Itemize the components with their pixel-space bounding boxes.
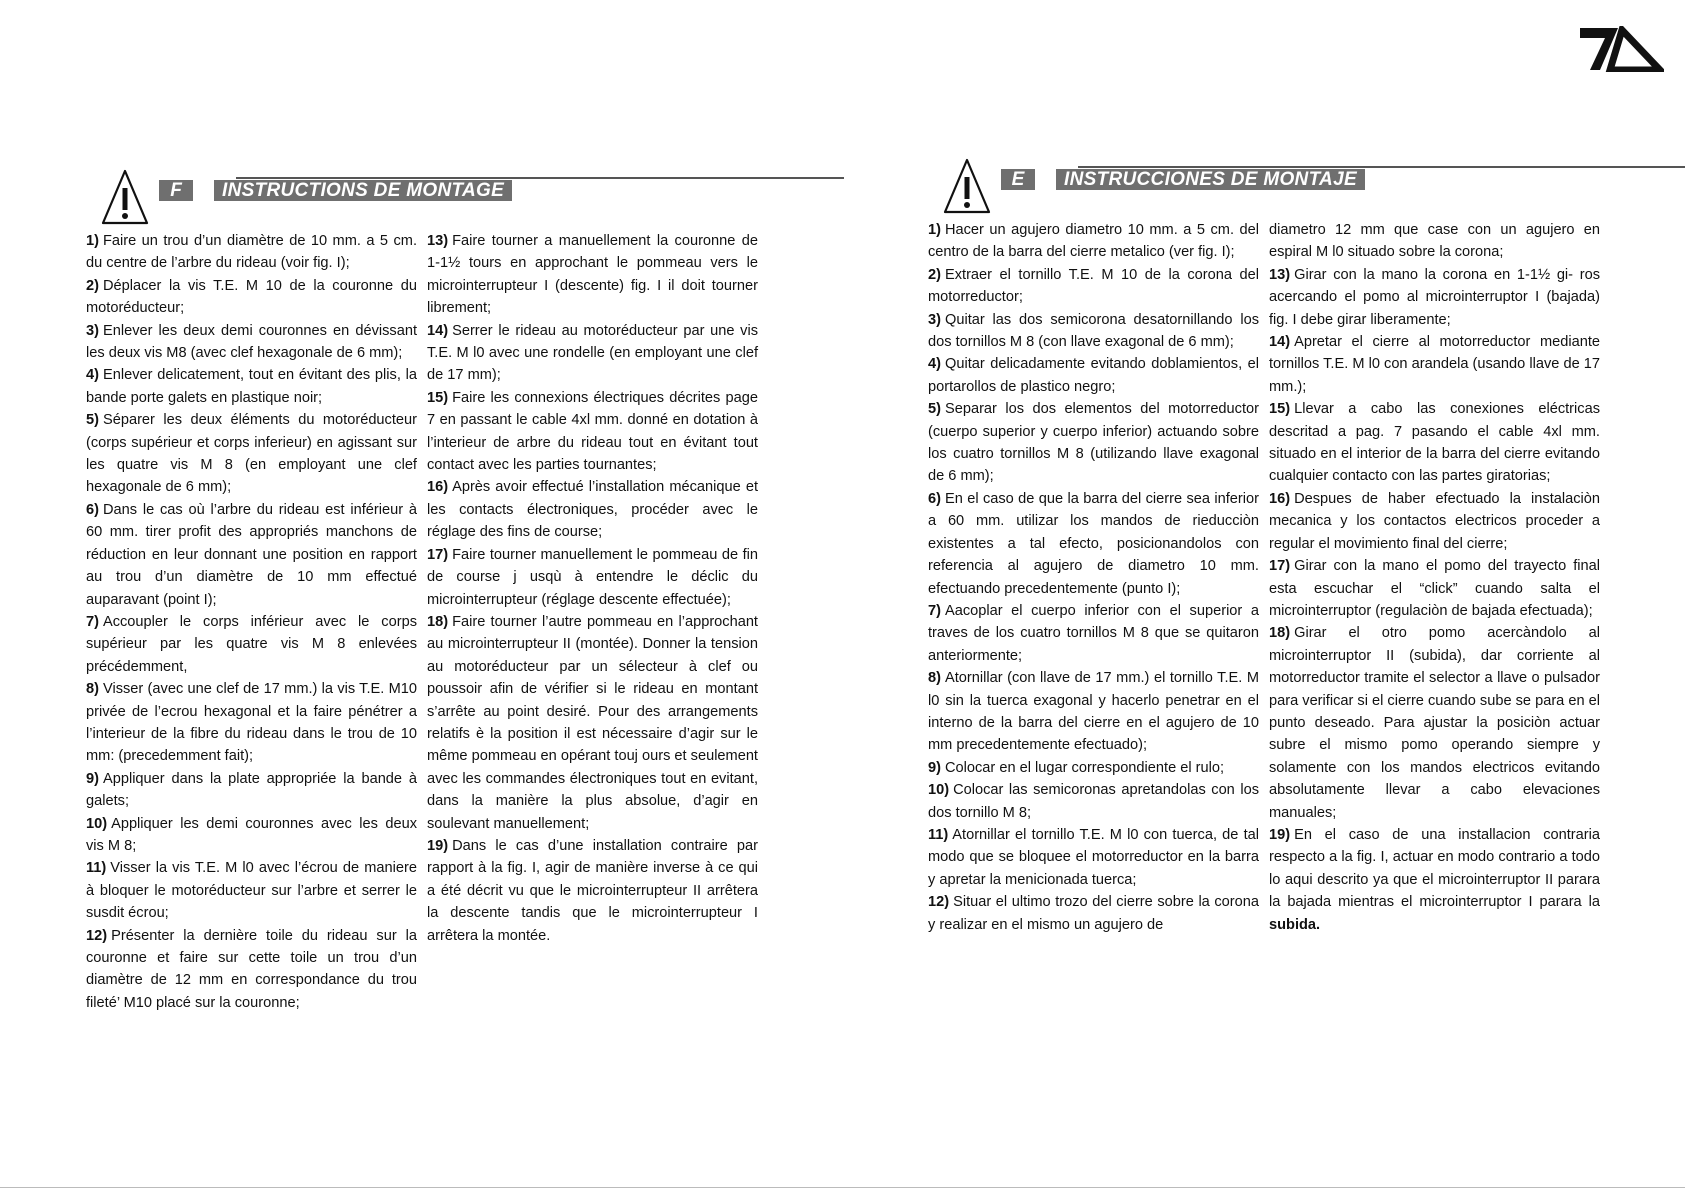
- step-number: 9): [86, 770, 99, 787]
- french-section: [86, 168, 758, 1014]
- step-text: Girar con la mano la corona en 1-1½ gi- ros acercando el pomo al microinterruptor I (bajada) fig. I debe girar liberamente;: [1269, 266, 1600, 328]
- instruction-step: [427, 476, 758, 543]
- instruction-step: [86, 230, 417, 275]
- step-text: Enlever delicatement, tout en évitant des plis, la bande porte galets en plastique noir;: [86, 367, 417, 406]
- step-text: Enlever les deux demi couronnes en dévissant les deux vis M8 (avec clef hexagonale de 6 mm);: [86, 322, 417, 362]
- step-text: Llevar a cabo las conexiones eléctricas descritad a pag. 7 pasando el cable 4xl mm. situado en el interior de la barra del cierre evitando cualquier contacto con las partes giratorias;: [1269, 401, 1600, 485]
- step-number: 12): [86, 927, 108, 944]
- instruction-step: [928, 488, 1259, 600]
- step-text: Faire tourner manuellement le pommeau de fin de course j usqù à entendre le déclic du microinterrupteur (réglage descente effectuée);: [427, 546, 758, 608]
- french-header: [86, 168, 758, 226]
- instruction-step: [928, 219, 1259, 264]
- instruction-step: [86, 364, 417, 409]
- instruction-step: [86, 768, 417, 813]
- step-text: Dans le cas d’une installation contraire par rapport à la fig. I, agir de manière inverse à ce qui a été décrit vu que le microinterrupteur II arrêtera la descente tandis que le microinterrupteur I arrêtera la montée.: [427, 837, 758, 944]
- step-number: 17): [1269, 558, 1291, 575]
- instruction-step: [928, 309, 1259, 354]
- step-text: Faire les connexions électriques décrites page 7 en passant le cable 4xl mm. donné en dotation à l’interieur de arbre du rideau tout en évitant tout contact avec les parties tournantes;: [427, 389, 758, 474]
- step-number: 11): [928, 826, 949, 843]
- step-text: Faire un trou d’un diamètre de 10 mm. a 5 cm. du centre de l’arbre du rideau (voir fig. I);: [86, 233, 417, 272]
- step-number: 14): [427, 322, 449, 339]
- instruction-step: [928, 353, 1259, 398]
- step-text: Situar el ultimo trozo del cierre sobre la corona y realizar en el mismo un agujero de: [928, 894, 1259, 933]
- step-number: 3): [928, 311, 941, 328]
- step-text: Déplacer la vis T.E. M 10 de la couronne du motoréducteur;: [86, 277, 417, 317]
- language-letter: E: [1001, 169, 1035, 190]
- step-number: 4): [928, 356, 941, 373]
- step-number: 14): [1269, 334, 1291, 351]
- step-number: 8): [86, 681, 99, 698]
- step-number: 2): [928, 266, 941, 283]
- instruction-step: [427, 544, 758, 611]
- instruction-step: [928, 757, 1259, 779]
- instruction-step: [86, 813, 417, 858]
- spanish-column-1: [928, 219, 1259, 936]
- step-text: Separar los dos elementos del motorreductor (cuerpo superior y cuerpo inferior) actuando sobre los cuatro tornillos M 8 (utilizando llave exagonal de 6 mm);: [928, 401, 1259, 485]
- step-number: 5): [928, 401, 941, 418]
- step-text: Quitar delicadamente evitando doblamientos, el portarollos de plastico negro;: [928, 356, 1259, 395]
- spanish-column-2: [1269, 219, 1600, 936]
- step-number: 17): [427, 546, 449, 563]
- instruction-step: [928, 667, 1259, 757]
- step-text: Despues de haber efectuado la instalaciòn mecanica y los contactos electricos proceder a regular el movimiento final del cierre;: [1269, 490, 1600, 552]
- instruction-step: [86, 409, 417, 499]
- instruction-step: [928, 398, 1259, 488]
- page-bottom-rule: [0, 1187, 1685, 1188]
- step-text: Appliquer les demi couronnes avec les deux vis M 8;: [86, 815, 417, 854]
- brand-logo-icon: [1578, 26, 1664, 72]
- instruction-step: [86, 320, 417, 365]
- step-number: 16): [427, 479, 449, 496]
- instruction-step: [86, 611, 417, 678]
- header-rule: [236, 177, 844, 179]
- step-text: Aacoplar el cuerpo inferior con el superior a traves de los cuatro tornillos M 8 que se quitaron anteriormente;: [928, 602, 1259, 664]
- step-text: Dans le cas où l’arbre du rideau est inférieur à 60 mm. tirer profit des appropriés manchons de réduction en leur donnant une position en rapport au trou d’un diamètre de 10 mm effectué auparavant (point I);: [86, 501, 417, 608]
- continued-text: diametro 12 mm que case con un agujero en espiral M l0 situado sobre la corona;: [1269, 222, 1600, 261]
- step-number: 4): [86, 367, 99, 384]
- step-number: 13): [1269, 266, 1291, 283]
- instruction-step: [86, 678, 417, 768]
- step-number: 18): [427, 613, 449, 630]
- french-column-1: [86, 230, 417, 1014]
- step-text: Serrer le rideau au motoréducteur par une vis T.E. M l0 avec une rondelle (en employant une clef de 17 mm);: [427, 322, 758, 384]
- instruction-step: [1269, 398, 1600, 488]
- step-text: En el caso de que la barra del cierre sea inferior a 60 mm. utilizar los mandos de rieducciòn existentes a tal efecto, posicionandolos con referencia al agujero de diametro 10 mm. efectuando precedentemente (punto I);: [928, 490, 1259, 597]
- step-number: 7): [86, 613, 99, 630]
- step-text: Colocar las semicoronas apretandolas con los dos tornillo M 8;: [928, 782, 1259, 821]
- step-text: Visser la vis T.E. M l0 avec l’écrou de maniere à bloquer le motoréducteur sur l’arbre et serrer le susdit écrou;: [86, 860, 417, 922]
- section-title: INSTRUCTIONS DE MONTAGE: [214, 180, 512, 201]
- step-text: Appliquer dans la plate appropriée la bande à galets;: [86, 770, 417, 810]
- step-text: Hacer un agujero diametro 10 mm. a 5 cm. del centro de la barra del cierre metalico (ver fig. I);: [928, 222, 1259, 261]
- step-number: 6): [928, 490, 941, 507]
- instruction-step: [1269, 488, 1600, 555]
- instruction-step: [928, 891, 1259, 936]
- instruction-step: [1269, 555, 1600, 622]
- instruction-step: [427, 611, 758, 835]
- step-text: Présenter la dernière toile du rideau sur la couronne et faire sur cette toile un trou d’un diamètre de 12 mm en correspondance du trou fileté’ M10 placé sur la couronne;: [86, 927, 417, 1011]
- step-text: Girar el otro pomo acercàndolo al microinterruptor II (subida), dar corriente al motorreductor tramite el selector a llave o pulsador para verificar si el cierre cuando sube se para en el punto deseado. Para ajustar la posiciòn actuar subre el mismo pomo operando siempre y solamente con los mandos electricos evitando absolutamente llevar a cabo elevaciones manuales;: [1269, 625, 1600, 821]
- instruction-step: [1269, 264, 1600, 331]
- step-text: Quitar las dos semicorona desatornillando los dos tornillos M 8 (con llave exagonal de 6 mm);: [928, 311, 1259, 351]
- instruction-step: [1269, 824, 1600, 936]
- step-text: Atornillar el tornillo T.E. M l0 con tuerca, de tal modo que se bloquee el motorreductor en la barra y apretar la menicionada tuerca;: [928, 826, 1259, 888]
- warning-triangle-icon: [100, 168, 150, 226]
- step-number: 7): [928, 602, 941, 619]
- step-number: 9): [928, 759, 941, 776]
- step-number: 16): [1269, 490, 1291, 507]
- step-text: Faire tourner a manuellement la couronne de 1-1½ tours en approchant le pommeau vers le microinterrupteur I (descente) fig. I il doit tourner librement;: [427, 233, 758, 317]
- step-number: 8): [928, 670, 941, 687]
- step-number: 18): [1269, 625, 1291, 642]
- step-number: 3): [86, 322, 99, 339]
- step-number: 10): [86, 815, 108, 832]
- step-number: 13): [427, 233, 449, 249]
- instruction-step: [427, 835, 758, 947]
- instruction-step: [86, 925, 417, 1015]
- step-text: Séparer les deux éléments du motoréducteur (corps supérieur et corps inferieur) en agissant sur les quatre vis M 8 (en employant une clef hexagonale de 6 mm);: [86, 412, 417, 496]
- step-number: 1): [928, 222, 941, 238]
- spanish-header: [928, 157, 1600, 215]
- instruction-step: [1269, 331, 1600, 398]
- spanish-section: [928, 157, 1600, 936]
- instruction-step: [928, 824, 1259, 891]
- step-number: 6): [86, 501, 99, 518]
- section-title: INSTRUCCIONES DE MONTAJE: [1056, 169, 1365, 190]
- step-number: 11): [86, 860, 107, 877]
- step-number: 1): [86, 233, 99, 249]
- step-text: Atornillar (con llave de 17 mm.) el tornillo T.E. M l0 sin la tuerca exagonal y hacerlo penetrar en el interno de la barra del cierre en el agujero de 10 mm precedentemente efectuado);: [928, 670, 1259, 754]
- french-column-2: [427, 230, 758, 1014]
- step-text: Après avoir effectué l’installation mécanique et les contacts électroniques, procéder avec le réglage des fins de course;: [427, 479, 758, 541]
- header-rule: [1078, 166, 1685, 168]
- instruction-step: [928, 779, 1259, 824]
- instruction-step: [928, 264, 1259, 309]
- instruction-step: [427, 387, 758, 477]
- step-text: Apretar el cierre al motorreductor mediante tornillos T.E. M l0 con arandela (usando llave de 17 mm.);: [1269, 334, 1600, 395]
- instruction-step: [86, 499, 417, 611]
- step-number: 10): [928, 782, 950, 799]
- step-text: En el caso de una installacion contraria respecto a la fig. I, actuar en modo contrario a todo lo aqui descrito ya que el microinterruptor II parara la bajada mientras el microinterruptor I parara la: [1269, 826, 1600, 911]
- instruction-step: [1269, 622, 1600, 824]
- step-tail-word: subida.: [1269, 916, 1321, 933]
- language-letter: F: [159, 180, 193, 201]
- step-number: 19): [427, 837, 449, 854]
- step-number: 2): [86, 277, 99, 294]
- instruction-step: [86, 275, 417, 320]
- step-number: 15): [1269, 401, 1291, 418]
- step-number: 15): [427, 389, 449, 406]
- step-text: Colocar en el lugar correspondiente el rulo;: [944, 759, 1225, 776]
- instruction-step: [86, 857, 417, 924]
- step-text: Visser (avec une clef de 17 mm.) la vis T.E. M10 privée de l’ecrou hexagonal et la faire pénétrer a l’interieur de la fibre du rideau dans le trou de 10 mm: (precedemment fait);: [86, 681, 417, 765]
- step-number: 19): [1269, 826, 1291, 843]
- instruction-step: [427, 320, 758, 387]
- step-text: Girar con la mano el pomo del trayecto final esta escuchar el “click” cuando salta el microinterruptor (regulaciòn de bajada efectuada);: [1269, 558, 1600, 619]
- step-number: 5): [86, 412, 99, 429]
- step-text: Accoupler le corps inférieur avec le corps supérieur par les quatre vis M 8 enlevées précédemment,: [86, 613, 417, 675]
- step-text: Faire tourner l’autre pommeau en l’approchant au microinterrupteur II (montée). Donner la tension au motoréducteur par un sélecteur à clef ou poussoir afin de vérifier si le rideau en montant s’arrête au point desiré. Pour des arrangements relatifs è la position il est nécessaire d’agir sur le même pommeau en opérant touj ours et seulement avec les commandes électroniques tout en evitant, dans la manière la plus absolue, d’agir en soulevant manuellement;: [427, 613, 758, 832]
- instruction-step: [427, 230, 758, 320]
- step-number: 12): [928, 894, 950, 911]
- warning-triangle-icon: [942, 157, 992, 215]
- step-text: Extraer el tornillo T.E. M 10 de la corona del motorreductor;: [928, 266, 1259, 306]
- instruction-step: [928, 600, 1259, 667]
